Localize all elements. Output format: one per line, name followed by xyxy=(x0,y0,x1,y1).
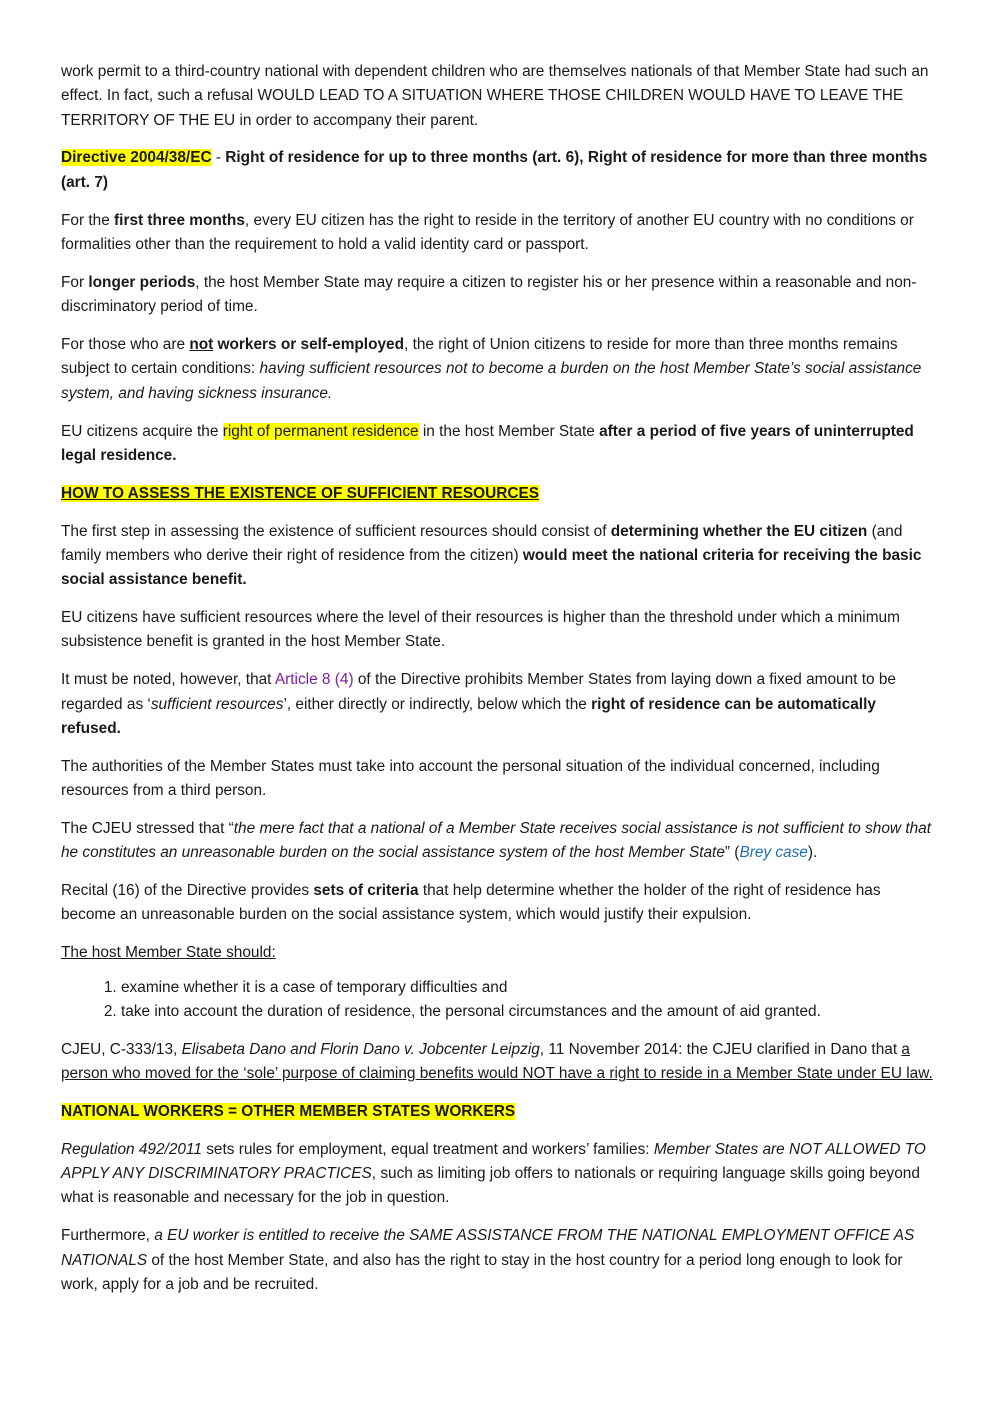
paragraph-non-workers: For those who are not workers or self-employed, the right of Union citizens to reside for more than three months remains subject to certain conditions: having sufficient resources not to become a burden on the host Member State’s social assistance system, and having sickness insurance. xyxy=(61,336,922,402)
paragraph-directive-title: Directive 2004/38/EC - Right of residence for up to three months (art. 6), Right of residence for more than three months (art. 7) xyxy=(61,149,928,191)
paragraph-dano-case: CJEU, C-333/13, Elisabeta Dano and Florin Dano v. Jobcenter Leipzig, 11 November 2014: the CJEU clarified in Dano that a person who moved for the ‘sole’ purpose of claiming benefits would NOT have a right to reside in a Member State under EU law. xyxy=(61,1040,933,1083)
paragraph-host-state-should: The host Member State should: xyxy=(61,944,276,962)
paragraph-first-three-months: For the first three months, every EU citizen has the right to reside in the territory of another EU country with no conditions or formalities other than the requirement to hold a valid identity card or passport. xyxy=(61,211,914,253)
paragraph-cjeu-brey: The CJEU stressed that “the mere fact that a national of a Member State receives social assistance is not sufficient to show that he constitutes an unreasonable burden on the social assistance system of the host Member State” (Brey case). xyxy=(61,819,931,862)
article-8-link[interactable]: Article 8 (4) xyxy=(274,671,354,689)
paragraph-refusal-effect: work permit to a third-country national with dependent children who are themselves nationals of that Member State had such an effect. In fact, such a refusal WOULD LEAD TO A SITUATION WHERE THOSE CHILDREN WOULD HAVE TO LEAVE THE TERRITORY OF THE EU in order to accompany their parent. xyxy=(61,63,929,129)
directive-highlight: Directive 2004/38/EC xyxy=(61,149,212,167)
paragraph-longer-periods: For longer periods, the host Member State may require a citizen to register his or her presence within a reasonable and non-discriminatory period of time. xyxy=(61,273,917,316)
paragraph-personal-situation: The authorities of the Member States must take into account the personal situation of the individual concerned, including resources from a third person. xyxy=(61,757,880,800)
permanent-residence-highlight: right of permanent residence xyxy=(222,422,419,440)
paragraph-regulation-492: Regulation 492/2011 sets rules for employment, equal treatment and workers’ families: Member States are NOT ALLOWED TO APPLY ANY DISCRIMINATORY PRACTICES, such as limiting job offers to nationals or requiring language skills going beyond what is reasonable and necessary for the job in question. xyxy=(61,1140,926,1207)
list-item: 1. examine whether it is a case of temporary difficulties and xyxy=(121,976,938,1000)
paragraph-article-8: It must be noted, however, that Article 8 (4) of the Directive prohibits Member States from laying down a fixed amount to be regarded as ‘sufficient resources’, either directly or indirectly, below which the right of residence can be automatically refused. xyxy=(61,671,896,737)
paragraph-threshold: EU citizens have sufficient resources where the level of their resources is higher than the threshold under which a minimum subsistence benefit is granted in the host Member State. xyxy=(61,609,900,651)
paragraph-first-step: The first step in assessing the existence of sufficient resources should consist of determining whether the EU citizen (and family members who derive their right of residence from the citizen) would meet the national criteria for receiving the basic social assistance benefit. xyxy=(61,522,922,589)
paragraph-recital-16: Recital (16) of the Directive provides sets of criteria that help determine whether the holder of the right of residence has become an unreasonable burden on the social assistance system, which would justify their expulsion. xyxy=(61,882,881,924)
heading-national-workers: NATIONAL WORKERS = OTHER MEMBER STATES WORKERS xyxy=(61,1103,516,1120)
criteria-list xyxy=(61,976,938,1025)
paragraph-employment-office: Furthermore, a EU worker is entitled to receive the SAME ASSISTANCE FROM THE NATIONAL EMPLOYMENT OFFICE AS NATIONALS of the host Member State, and also has the right to stay in the host country for a period long enough to look for work, apply for a job and be recruited. xyxy=(61,1227,915,1293)
paragraph-permanent-residence: EU citizens acquire the right of permanent residence in the host Member State after a period of five years of uninterrupted legal residence. xyxy=(61,422,914,464)
brey-case-link[interactable]: Brey case xyxy=(739,844,808,862)
list-item: 2. take into account the duration of residence, the personal circumstances and the amount of aid granted. xyxy=(121,1000,938,1024)
heading-sufficient-resources: HOW TO ASSESS THE EXISTENCE OF SUFFICIENT RESOURCES xyxy=(61,484,540,502)
